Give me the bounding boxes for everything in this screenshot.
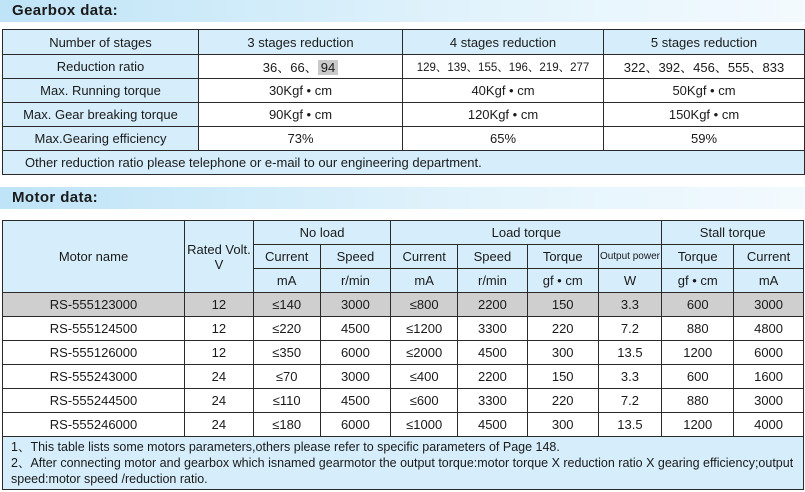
stall-current-cell: 3000 xyxy=(734,293,804,317)
stall-torque-cell: 1200 xyxy=(662,341,734,365)
breaking-torque-label: Max. Gear breaking torque xyxy=(3,103,199,127)
ratio-highlight: 94 xyxy=(318,60,338,75)
rated-volt-cell: 12 xyxy=(185,317,254,341)
rated-volt-cell: 24 xyxy=(185,413,254,437)
table-row xyxy=(3,389,804,413)
table-row xyxy=(3,413,804,437)
noload-current-cell: ≤110 xyxy=(253,389,320,413)
load-speed-cell: 4500 xyxy=(458,413,528,437)
noload-current-cell: ≤220 xyxy=(253,317,320,341)
stall-current-cell: 4000 xyxy=(734,413,804,437)
header-motor-name: Motor name xyxy=(3,221,185,293)
ratio-3-values: 36、66、 xyxy=(262,60,318,75)
load-current-cell: ≤600 xyxy=(391,389,458,413)
load-current-cell: ≤800 xyxy=(391,293,458,317)
header-rated-volt: Rated Volt. V xyxy=(185,221,254,293)
stall-torque-cell: 880 xyxy=(662,317,734,341)
running-torque-label: Max. Running torque xyxy=(3,79,199,103)
load-torque-cell: 150 xyxy=(527,293,598,317)
sub-noload-current: Current xyxy=(253,245,320,269)
load-torque-cell: 300 xyxy=(527,341,598,365)
header-4-stages: 4 stages reduction xyxy=(403,30,604,55)
load-speed-cell: 2200 xyxy=(458,293,528,317)
load-torque-cell: 150 xyxy=(527,365,598,389)
motor-note-1: 1、This table lists some motors parameters,others please refer to specific parameters of Page 148. xyxy=(11,440,560,454)
unit-output-power: W xyxy=(598,269,662,293)
stall-current-cell: 4800 xyxy=(734,317,804,341)
noload-speed-cell: 3000 xyxy=(320,365,391,389)
load-torque-cell: 220 xyxy=(527,389,598,413)
load-speed-cell: 3300 xyxy=(458,317,528,341)
ratio-label: Reduction ratio xyxy=(3,55,199,79)
table-row xyxy=(3,293,804,317)
unit-stall-current: mA xyxy=(734,269,804,293)
sub-stall-torque: Torque xyxy=(662,245,734,269)
noload-speed-cell: 4500 xyxy=(320,317,391,341)
breaking-torque-4: 120Kgf • cm xyxy=(403,103,604,127)
noload-current-cell: ≤70 xyxy=(253,365,320,389)
running-torque-3: 30Kgf • cm xyxy=(199,79,403,103)
sub-stall-current: Current xyxy=(734,245,804,269)
unit-load-torque: gf • cm xyxy=(527,269,598,293)
rated-volt-cell: 12 xyxy=(185,293,254,317)
load-torque-cell: 220 xyxy=(527,317,598,341)
stall-torque-cell: 880 xyxy=(662,389,734,413)
output-power-cell: 3.3 xyxy=(598,365,662,389)
stall-torque-cell: 1200 xyxy=(662,413,734,437)
efficiency-4: 65% xyxy=(403,127,604,151)
motor-name-cell: RS-555243000 xyxy=(3,365,185,389)
output-power-cell: 7.2 xyxy=(598,317,662,341)
sub-output-power: Output power xyxy=(598,245,662,269)
motor-section-title: Motor data: xyxy=(0,187,805,209)
stall-current-cell: 6000 xyxy=(734,341,804,365)
header-load-torque: Load torque xyxy=(391,221,662,245)
stall-current-cell: 3000 xyxy=(734,389,804,413)
motor-note-2: 2、After connecting motor and gearbox which isnamed gearmotor the output torque:motor torque X reduction ratio X gearing efficiency;output speed:motor speed /reduction ratio. xyxy=(11,456,794,486)
running-torque-4: 40Kgf • cm xyxy=(403,79,604,103)
rated-volt-cell: 24 xyxy=(185,389,254,413)
stall-torque-cell: 600 xyxy=(662,365,734,389)
header-no-load: No load xyxy=(253,221,391,245)
motor-name-cell: RS-555124500 xyxy=(3,317,185,341)
sub-load-torque: Torque xyxy=(527,245,598,269)
load-speed-cell: 3300 xyxy=(458,389,528,413)
load-current-cell: ≤1200 xyxy=(391,317,458,341)
ratio-3-stages xyxy=(199,55,403,79)
header-stall-torque: Stall torque xyxy=(662,221,804,245)
motor-notes xyxy=(3,437,804,490)
table-row xyxy=(3,341,804,365)
output-power-cell: 3.3 xyxy=(598,293,662,317)
gearbox-note: Other reduction ratio please telephone or e-mail to our engineering department. xyxy=(3,151,805,175)
load-speed-cell: 2200 xyxy=(458,365,528,389)
motor-name-cell: RS-555246000 xyxy=(3,413,185,437)
noload-current-cell: ≤180 xyxy=(253,413,320,437)
table-row xyxy=(3,317,804,341)
unit-load-current: mA xyxy=(391,269,458,293)
load-torque-cell: 300 xyxy=(527,413,598,437)
breaking-torque-5: 150Kgf • cm xyxy=(604,103,805,127)
noload-speed-cell: 6000 xyxy=(320,341,391,365)
motor-name-cell: RS-555244500 xyxy=(3,389,185,413)
noload-speed-cell: 3000 xyxy=(320,293,391,317)
gearbox-table xyxy=(2,29,805,175)
header-stages: Number of stages xyxy=(3,30,199,55)
breaking-torque-3: 90Kgf • cm xyxy=(199,103,403,127)
noload-current-cell: ≤140 xyxy=(253,293,320,317)
rated-volt-cell: 24 xyxy=(185,365,254,389)
load-current-cell: ≤2000 xyxy=(391,341,458,365)
sub-load-speed: Speed xyxy=(458,245,528,269)
stall-current-cell: 1600 xyxy=(734,365,804,389)
ratio-5-stages: 322、392、456、555、833 xyxy=(604,55,805,79)
motor-name-cell: RS-555123000 xyxy=(3,293,185,317)
noload-speed-cell: 4500 xyxy=(320,389,391,413)
sub-load-current: Current xyxy=(391,245,458,269)
stall-torque-cell: 600 xyxy=(662,293,734,317)
efficiency-5: 59% xyxy=(604,127,805,151)
sub-noload-speed: Speed xyxy=(320,245,391,269)
output-power-cell: 7.2 xyxy=(598,389,662,413)
unit-noload-speed: r/min xyxy=(320,269,391,293)
table-row xyxy=(3,365,804,389)
running-torque-5: 50Kgf • cm xyxy=(604,79,805,103)
header-3-stages: 3 stages reduction xyxy=(199,30,403,55)
unit-stall-torque: gf • cm xyxy=(662,269,734,293)
gearbox-section-title: Gearbox data: xyxy=(0,0,805,22)
motor-name-cell: RS-555126000 xyxy=(3,341,185,365)
rated-volt-cell: 12 xyxy=(185,341,254,365)
efficiency-3: 73% xyxy=(199,127,403,151)
unit-load-speed: r/min xyxy=(458,269,528,293)
unit-noload-current: mA xyxy=(253,269,320,293)
noload-speed-cell: 6000 xyxy=(320,413,391,437)
noload-current-cell: ≤350 xyxy=(253,341,320,365)
load-current-cell: ≤400 xyxy=(391,365,458,389)
output-power-cell: 13.5 xyxy=(598,413,662,437)
load-current-cell: ≤1000 xyxy=(391,413,458,437)
output-power-cell: 13.5 xyxy=(598,341,662,365)
load-speed-cell: 4500 xyxy=(458,341,528,365)
efficiency-label: Max.Gearing efficiency xyxy=(3,127,199,151)
motor-table xyxy=(2,220,804,490)
header-5-stages: 5 stages reduction xyxy=(604,30,805,55)
ratio-4-stages: 129、139、155、196、219、277 xyxy=(403,55,604,79)
